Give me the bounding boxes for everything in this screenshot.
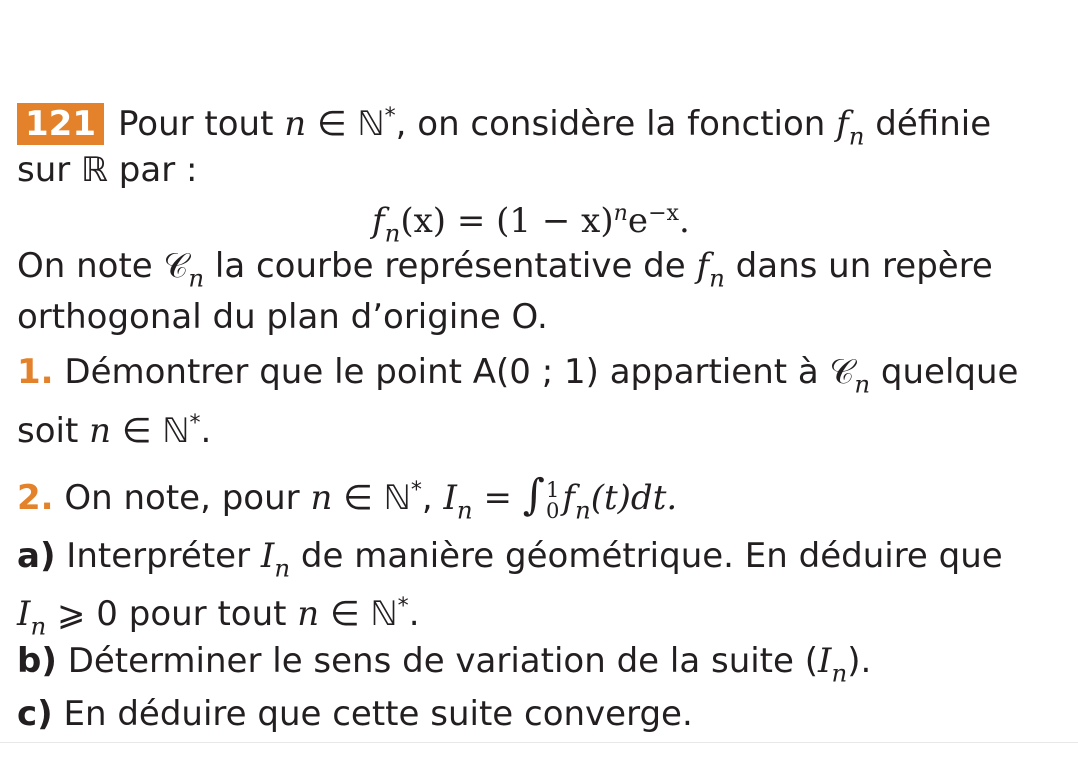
- question-a: a) Interpréter $I_n$ de manière géométrique. En déduire que: [17, 536, 1003, 583]
- exercise-number-badge: 121: [17, 103, 104, 145]
- curve-note-line-2: orthogonal du plan d’origine O.: [17, 297, 548, 337]
- question-c: c) En déduire que cette suite converge.: [17, 694, 693, 734]
- question-a-line-2: $I_n$ ⩾ 0 pour tout n ∈ ℕ*.: [17, 593, 420, 641]
- question-1: 1. Démontrer que le point A(0 ; 1) appartient à 𝒞$_n$ quelque: [17, 352, 1019, 399]
- question-c-label: c): [17, 694, 53, 734]
- bottom-divider: [0, 742, 1078, 743]
- question-2: 2. On note, pour n ∈ ℕ*, $I_n$ = ∫ 1 0 $f_n(t)dt$.: [17, 471, 678, 525]
- question-b-label: b): [17, 641, 57, 681]
- function-formula: $f_n(x) = (1 - x)^ne^{-x}$.: [372, 200, 690, 248]
- question-1-line-2: soit n ∈ ℕ*.: [17, 410, 212, 452]
- exercise-intro-line-2: sur ℝ par :: [17, 150, 198, 190]
- question-2-number: 2.: [17, 478, 54, 519]
- question-a-label: a): [17, 536, 56, 576]
- question-1-number: 1.: [17, 352, 54, 392]
- exercise-intro-line: 121 Pour tout n ∈ ℕ*, on considère la fonction $f_n$ définie: [17, 96, 991, 156]
- question-b: b) Déterminer le sens de variation de la suite $(I_n)$.: [17, 641, 872, 688]
- curve-note-line: On note 𝒞$_n$ la courbe représentative de $f_n$ dans un repère: [17, 246, 993, 293]
- integral-limits: 1 0: [545, 476, 560, 523]
- integral-sign: ∫: [522, 471, 545, 521]
